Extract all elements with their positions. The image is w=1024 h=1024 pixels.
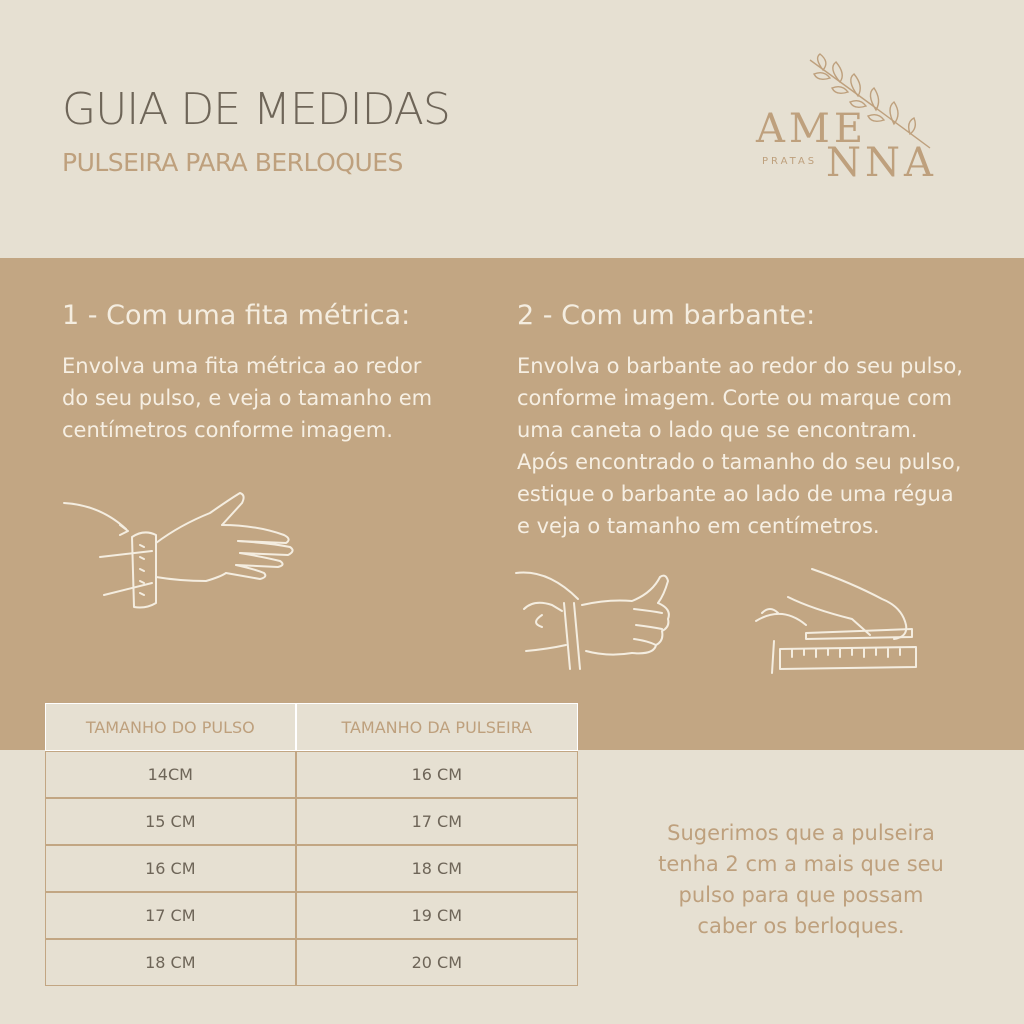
step-1-heading: 1 - Com uma fita métrica: <box>62 300 411 331</box>
wrist-size-cell: 18 CM <box>45 939 296 986</box>
step-1-line: Envolva uma fita métrica ao redor <box>62 354 422 378</box>
wrist-size-cell: 16 CM <box>45 845 296 892</box>
table-row <box>45 798 578 845</box>
size-table <box>45 703 578 986</box>
table-row <box>45 892 578 939</box>
step-2-line: Após encontrado o tamanho do seu pulso, <box>517 450 962 474</box>
step-2-heading: 2 - Com um barbante: <box>517 300 816 331</box>
step-2-line: e veja o tamanho em centímetros. <box>517 514 880 538</box>
step-2-line: estique o barbante ao lado de uma régua <box>517 482 954 506</box>
page-title: GUIA DE MEDIDAS <box>62 84 450 135</box>
table-row <box>45 845 578 892</box>
tip-line: caber os berloques. <box>697 914 905 938</box>
logo-word-bottom: NNA <box>826 140 937 186</box>
page-subtitle: PULSEIRA PARA BERLOQUES <box>62 148 403 177</box>
step-1-text <box>62 350 482 446</box>
ruler-measuring-icon <box>752 565 927 675</box>
size-tip <box>640 818 962 942</box>
step-2-line: uma caneta o lado que se encontram. <box>517 418 918 442</box>
bracelet-size-cell: 20 CM <box>296 939 578 986</box>
step-2-line: Envolva o barbante ao redor do seu pulso, <box>517 354 963 378</box>
wrist-size-cell: 14CM <box>45 751 296 798</box>
table-row <box>45 939 578 986</box>
table-row <box>45 751 578 798</box>
logo-tagline: PRATAS <box>762 156 818 167</box>
hand-measuring-tape-icon <box>60 485 300 610</box>
wrist-size-cell: 15 CM <box>45 798 296 845</box>
logo-word-top: AME <box>756 106 868 152</box>
tip-line: pulso para que possam <box>678 883 924 907</box>
bracelet-size-cell: 17 CM <box>296 798 578 845</box>
wrist-string-icon <box>512 565 677 675</box>
bracelet-size-cell: 16 CM <box>296 751 578 798</box>
column-header-bracelet: TAMANHO DA PULSEIRA <box>296 703 578 751</box>
step-2-line: conforme imagem. Corte ou marque com <box>517 386 952 410</box>
tip-line: tenha 2 cm a mais que seu <box>658 852 944 876</box>
bracelet-size-cell: 18 CM <box>296 845 578 892</box>
table-header-row <box>45 703 578 751</box>
column-header-wrist: TAMANHO DO PULSO <box>45 703 296 751</box>
bracelet-size-cell: 19 CM <box>296 892 578 939</box>
brand-logo <box>748 52 948 192</box>
wrist-size-cell: 17 CM <box>45 892 296 939</box>
step-2-text <box>517 350 997 542</box>
step-1-line: do seu pulso, e veja o tamanho em <box>62 386 433 410</box>
tip-line: Sugerimos que a pulseira <box>667 821 935 845</box>
step-1-line: centímetros conforme imagem. <box>62 418 393 442</box>
